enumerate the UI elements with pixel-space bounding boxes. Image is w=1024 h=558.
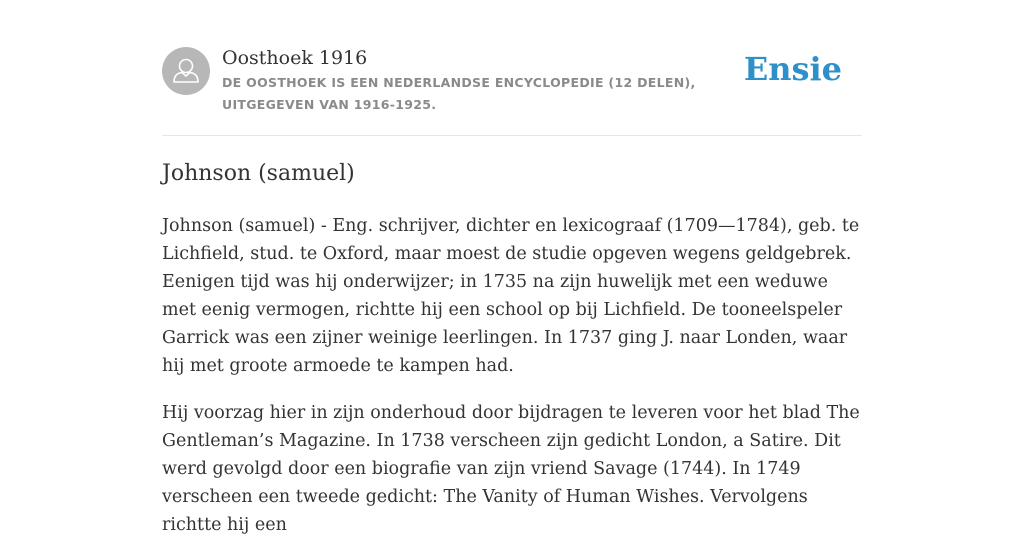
article-paragraph: Hij voorzag hier in zijn onderhoud door bijdragen te leveren voor het blad The Gentleman’s Magazine. In 1738 verscheen zijn gedicht London, a Satire. Dit werd gevolgd door een biografie van zijn vriend Savage (1744). In 1749 verscheen een tweede gedicht: The Vanity of Human Wishes. Vervolgens richtte hij een <box>162 403 860 535</box>
article-paragraph: Johnson (samuel) - Eng. schrijver, dichter en lexicograaf (1709—1784), geb. te Lichfield, stud. te Oxford, maar moest de studie opgeven wegens geldgebrek. Eenigen tijd was hij onderwijzer; in 1735 na zijn huwelijk met een weduwe met eenig vermogen, richtte hij een school op bij Lichfield. De tooneelspeler Garrick was een zijner weinige leerlingen. In 1737 ging J. naar Londen, waar hij met groote armoede te kampen had. <box>162 216 860 376</box>
ensie-logo[interactable]: Ensie <box>743 50 842 88</box>
article-title: Johnson (samuel) <box>162 161 355 186</box>
source-description: DE OOSTHOEK IS EEN NEDERLANDSE ENCYCLOPEDIE (12 DELEN), UITGEGEVEN VAN 1916-1925. <box>222 75 696 112</box>
avatar[interactable] <box>162 47 210 95</box>
article-body <box>162 212 862 558</box>
source-name[interactable]: Oosthoek 1916 <box>222 47 368 69</box>
source-header <box>162 0 862 136</box>
user-icon <box>162 47 210 95</box>
page-container <box>162 0 862 535</box>
